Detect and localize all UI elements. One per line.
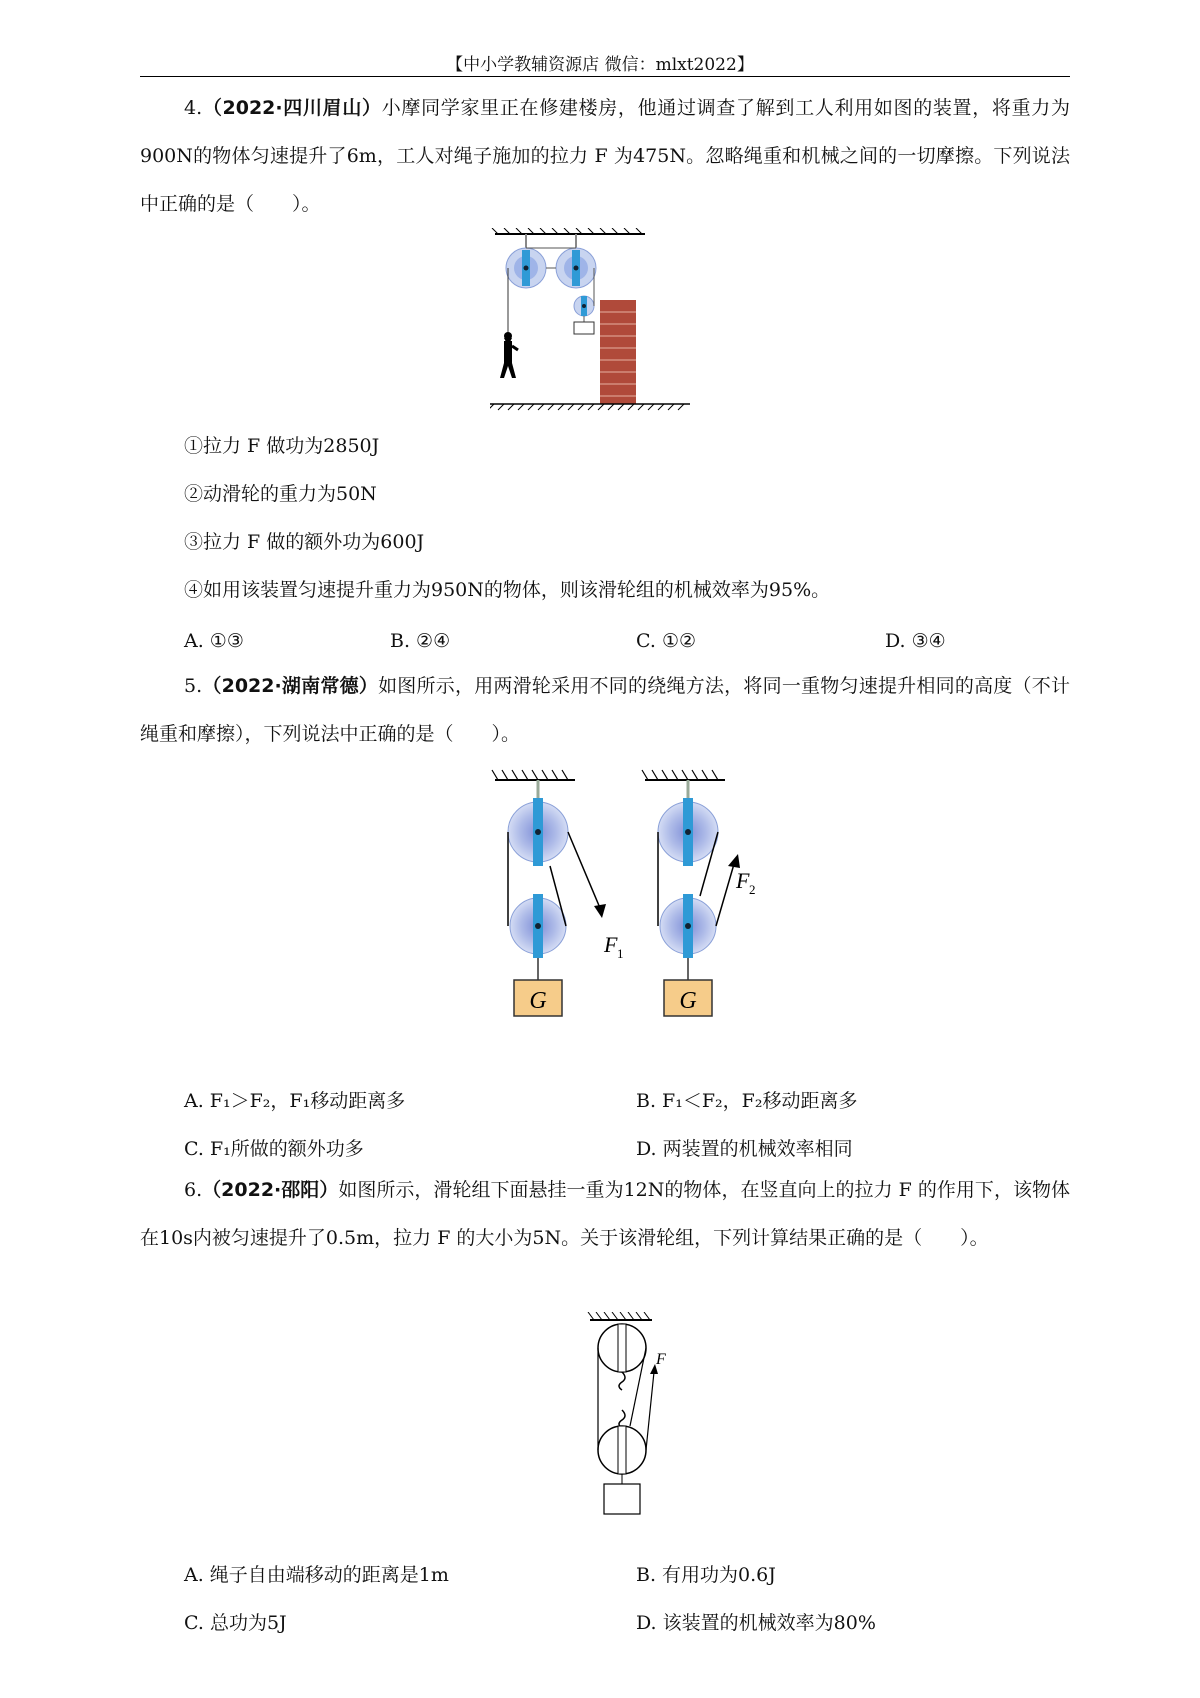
q6-f-label: F bbox=[656, 1351, 666, 1368]
q5-source: （2022·湖南常德） bbox=[202, 675, 379, 697]
q5-f2-label: F bbox=[736, 868, 750, 893]
q4-stem bbox=[140, 84, 1070, 228]
q5-f1-sub: 1 bbox=[617, 946, 624, 961]
q5-f2-sub: 2 bbox=[749, 882, 756, 897]
q4-option-b[interactable]: B. ②④ bbox=[390, 630, 451, 652]
q4-option-d[interactable]: D. ③④ bbox=[885, 630, 946, 652]
q6-stem bbox=[140, 1166, 1070, 1262]
q6-option-b[interactable]: B. 有用功为0.6J bbox=[636, 1564, 776, 1586]
q5-text: 如图所示，用两滑轮采用不同的绕绳方法，将同一重物匀速提升相同的高度（不计绳重和摩擦），下列说法中正确的是（ ）。 bbox=[140, 675, 1070, 745]
q5-option-b[interactable]: B. F₁＜F₂，F₂移动距离多 bbox=[636, 1090, 858, 1112]
q4-text: 小摩同学家里正在修建楼房，他通过调查了解到工人利用如图的装置，将重力为900N的物体匀速提升了6m，工人对绳子施加的拉力 F 为475N。忽略绳重和机械之间的一切摩擦。下列说法中正确的是（ ）。 bbox=[140, 97, 1070, 215]
q4-pulley-figure bbox=[490, 228, 760, 418]
q4-statement-2: ②动滑轮的重力为50N bbox=[184, 483, 377, 505]
q6-number: 6. bbox=[184, 1179, 203, 1201]
q6-option-c[interactable]: C. 总功为5J bbox=[184, 1612, 287, 1634]
q5-g-label-left: G bbox=[529, 988, 547, 1014]
q5-f1-label: F bbox=[604, 932, 618, 957]
q6-text: 如图所示，滑轮组下面悬挂一重为12N的物体，在竖直向上的拉力 F 的作用下，该物体在10s内被匀速提升了0.5m，拉力 F 的大小为5N。关于该滑轮组，下列计算结果正确的是（ ）。 bbox=[140, 1179, 1070, 1249]
q5-g-label-right: G bbox=[679, 988, 697, 1014]
q6-option-a[interactable]: A. 绳子自由端移动的距离是1m bbox=[184, 1564, 449, 1586]
q4-statement-3: ③拉力 F 做的额外功为600J bbox=[184, 531, 425, 553]
q5-option-c[interactable]: C. F₁所做的额外功多 bbox=[184, 1138, 364, 1160]
q5-number: 5. bbox=[184, 675, 203, 697]
page-header: 【中小学教辅资源店 微信：mlxt2022】 bbox=[446, 55, 754, 75]
q4-option-a[interactable]: A. ①③ bbox=[184, 630, 244, 652]
q6-pulley-figure bbox=[580, 1312, 690, 1522]
q5-pulley-figure bbox=[490, 768, 770, 1068]
q5-stem bbox=[140, 662, 1070, 758]
q4-option-c[interactable]: C. ①② bbox=[636, 630, 697, 652]
q6-option-d[interactable]: D. 该装置的机械效率为80% bbox=[636, 1612, 876, 1634]
q4-statement-1: ①拉力 F 做功为2850J bbox=[184, 435, 380, 457]
q5-option-a[interactable]: A. F₁＞F₂，F₁移动距离多 bbox=[184, 1090, 406, 1112]
header-divider bbox=[140, 76, 1070, 77]
q4-number: 4. bbox=[184, 97, 203, 119]
q6-source: （2022·邵阳） bbox=[202, 1179, 339, 1201]
q5-option-d[interactable]: D. 两装置的机械效率相同 bbox=[636, 1138, 853, 1160]
q4-source: （2022·四川眉山） bbox=[202, 97, 382, 119]
q4-statement-4: ④如用该装置匀速提升重力为950N的物体，则该滑轮组的机械效率为95%。 bbox=[184, 579, 831, 601]
